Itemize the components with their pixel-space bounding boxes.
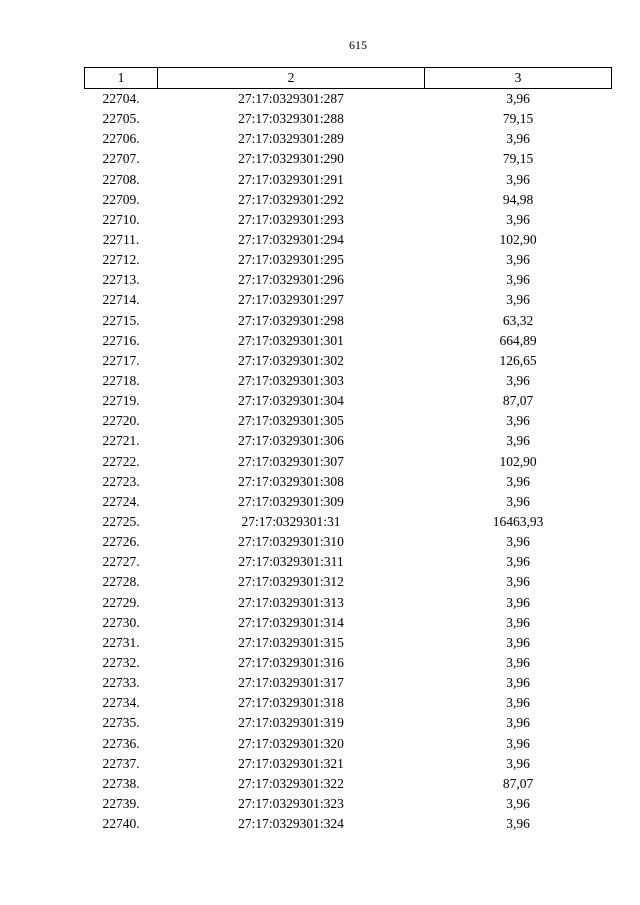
area-value: 3,96: [506, 554, 530, 570]
row-number: 22704.: [102, 91, 140, 107]
cadastral-number: 27:17:0329301:301: [238, 332, 344, 348]
row-number: 22716.: [102, 332, 140, 348]
column-header-1: 1: [85, 68, 158, 89]
table-row: [85, 653, 612, 673]
table-row: [85, 512, 612, 532]
area-value: 664,89: [499, 332, 537, 348]
cadastral-number: 27:17:0329301:319: [238, 715, 344, 731]
table-row: [85, 633, 612, 653]
column-header-3: 3: [425, 68, 612, 89]
row-number: 22724.: [102, 493, 140, 509]
area-value: 3,96: [506, 816, 530, 832]
cadastral-number: 27:17:0329301:294: [238, 232, 344, 248]
table-row: [85, 774, 612, 794]
table-row: [85, 673, 612, 693]
cadastral-number: 27:17:0329301:324: [238, 816, 344, 832]
table-row: [85, 552, 612, 572]
row-number: 22736.: [102, 735, 140, 751]
area-value: 3,96: [506, 594, 530, 610]
table-row: [85, 794, 612, 814]
cadastral-number: 27:17:0329301:317: [238, 675, 344, 691]
row-number: 22732.: [102, 655, 140, 670]
table-row: [85, 129, 612, 149]
row-number: 22714.: [102, 292, 140, 308]
table-row: [85, 210, 612, 230]
row-number: 22718.: [102, 373, 140, 389]
cadastral-number: 27:17:0329301:304: [238, 393, 344, 409]
table-row: [85, 814, 612, 834]
area-value: 3,96: [506, 574, 530, 590]
area-value: 87,07: [502, 775, 534, 791]
row-number: 22722.: [102, 453, 140, 469]
table-row: [85, 290, 612, 310]
table-body: [85, 89, 612, 835]
table-row: [85, 431, 612, 451]
area-value: 3,96: [506, 91, 530, 107]
area-value: 3,96: [506, 735, 530, 751]
table-row: [85, 472, 612, 492]
cadastral-number: 27:17:0329301:290: [238, 151, 344, 167]
table-row: [85, 734, 612, 754]
cadastral-number: 27:17:0329301:311: [238, 554, 344, 570]
area-value: 3,96: [506, 131, 530, 147]
cadastral-number: 27:17:0329301:315: [238, 634, 344, 650]
row-number: 22729.: [102, 594, 140, 610]
area-value: 79,15: [502, 151, 534, 167]
row-number: 22739.: [102, 795, 140, 811]
table-row: [85, 331, 612, 351]
row-number: 22735.: [102, 715, 140, 731]
cadastral-number: 27:17:0329301:305: [238, 413, 344, 429]
row-number: 22725.: [102, 514, 140, 530]
cadastral-number: 27:17:0329301:293: [238, 211, 344, 227]
table-row: [85, 411, 612, 431]
table-row: [85, 593, 612, 613]
area-value: 3,96: [506, 433, 530, 449]
row-number: 22705.: [102, 111, 140, 127]
area-value: 3,96: [506, 473, 530, 489]
table-row: [85, 532, 612, 552]
area-value: 102,90: [499, 232, 537, 248]
table-row: [85, 613, 612, 633]
area-value: 3,96: [506, 655, 530, 670]
header-row: [85, 68, 612, 89]
area-value: 94,98: [502, 191, 534, 207]
cadastral-number: 27:17:0329301:291: [238, 171, 344, 187]
row-number: 22708.: [102, 171, 140, 187]
table-row: [85, 230, 612, 250]
cadastral-number: 27:17:0329301:296: [238, 272, 344, 288]
row-number: 22712.: [102, 252, 140, 268]
area-value: 87,07: [502, 393, 534, 409]
cadastral-table: [84, 67, 612, 834]
table-row: [85, 351, 612, 371]
cadastral-number: 27:17:0329301:287: [238, 91, 344, 107]
cadastral-number: 27:17:0329301:322: [238, 775, 344, 791]
table-header: [85, 68, 612, 89]
table-row: [85, 713, 612, 733]
table-row: [85, 250, 612, 270]
row-number: 22726.: [102, 534, 140, 550]
row-number: 22711.: [102, 232, 140, 248]
row-number: 22723.: [102, 473, 140, 489]
area-value: 3,96: [506, 373, 530, 389]
area-value: 3,96: [506, 171, 530, 187]
row-number: 22721.: [102, 433, 140, 449]
row-number: 22727.: [102, 554, 140, 570]
table-row: [85, 693, 612, 713]
row-number: 22734.: [102, 695, 140, 711]
row-number: 22730.: [102, 614, 140, 630]
area-value: 3,96: [506, 695, 530, 711]
row-number: 22717.: [102, 352, 140, 368]
cadastral-number: 27:17:0329301:312: [238, 574, 344, 590]
area-value: 3,96: [506, 715, 530, 731]
table-row: [85, 452, 612, 472]
area-value: 3,96: [506, 634, 530, 650]
area-value: 3,96: [506, 534, 530, 550]
row-number: 22737.: [102, 755, 140, 771]
table-row: [85, 371, 612, 391]
cadastral-number: 27:17:0329301:309: [238, 493, 344, 509]
cadastral-number: 27:17:0329301:292: [238, 191, 344, 207]
area-value: 3,96: [506, 211, 530, 227]
row-number: 22731.: [102, 634, 140, 650]
area-value: 126,65: [499, 352, 537, 368]
row-number: 22720.: [102, 413, 140, 429]
table-row: [85, 109, 612, 129]
cadastral-number: 27:17:0329301:320: [238, 735, 344, 751]
cadastral-number: 27:17:0329301:288: [238, 111, 344, 127]
row-number: 22709.: [102, 191, 140, 207]
table-row: [85, 572, 612, 592]
row-number: 22738.: [102, 775, 140, 791]
table-row: [85, 270, 612, 290]
table-row: [85, 170, 612, 190]
page-number: 615: [349, 38, 367, 52]
table-row: [85, 391, 612, 411]
row-number: 22728.: [102, 574, 140, 590]
row-number: 22707.: [102, 151, 140, 167]
table-row: [85, 89, 612, 110]
cadastral-number: 27:17:0329301:307: [238, 453, 344, 469]
area-value: 3,96: [506, 614, 530, 630]
area-value: 3,96: [506, 675, 530, 691]
cadastral-number: 27:17:0329301:321: [238, 755, 344, 771]
area-value: 79,15: [502, 111, 534, 127]
row-number: 22715.: [102, 312, 140, 328]
row-number: 22710.: [102, 211, 140, 227]
area-value: 16463,93: [492, 514, 544, 530]
cadastral-number: 27:17:0329301:303: [238, 373, 344, 389]
cadastral-number: 27:17:0329301:302: [238, 352, 344, 368]
area-value: 3,96: [506, 292, 530, 308]
column-header-2: 2: [158, 68, 425, 89]
cadastral-number: 27:17:0329301:31: [241, 514, 341, 530]
cadastral-number: 27:17:0329301:310: [238, 534, 344, 550]
row-number: 22706.: [102, 131, 140, 147]
row-number: 22719.: [102, 393, 140, 409]
row-number: 22713.: [102, 272, 140, 288]
cadastral-number: 27:17:0329301:314: [238, 614, 344, 630]
cadastral-number: 27:17:0329301:308: [238, 473, 344, 489]
area-value: 3,96: [506, 755, 530, 771]
area-value: 3,96: [506, 272, 530, 288]
area-value: 63,32: [502, 312, 534, 328]
table-row: [85, 149, 612, 169]
table-row: [85, 492, 612, 512]
cadastral-number: 27:17:0329301:318: [238, 695, 344, 711]
table-row: [85, 190, 612, 210]
cadastral-number: 27:17:0329301:289: [238, 131, 344, 147]
area-value: 102,90: [499, 453, 537, 469]
table-row: [85, 754, 612, 774]
table-row: [85, 311, 612, 331]
cadastral-number: 27:17:0329301:297: [238, 292, 344, 308]
cadastral-number: 27:17:0329301:313: [238, 594, 344, 610]
area-value: 3,96: [506, 252, 530, 268]
cadastral-number: 27:17:0329301:306: [238, 433, 344, 449]
cadastral-number: 27:17:0329301:298: [238, 312, 344, 328]
cadastral-number: 27:17:0329301:316: [238, 655, 344, 670]
cadastral-number: 27:17:0329301:295: [238, 252, 344, 268]
area-value: 3,96: [506, 795, 530, 811]
row-number: 22740.: [102, 816, 140, 832]
row-number: 22733.: [102, 675, 140, 691]
area-value: 3,96: [506, 413, 530, 429]
cadastral-number: 27:17:0329301:323: [238, 795, 344, 811]
area-value: 3,96: [506, 493, 530, 509]
